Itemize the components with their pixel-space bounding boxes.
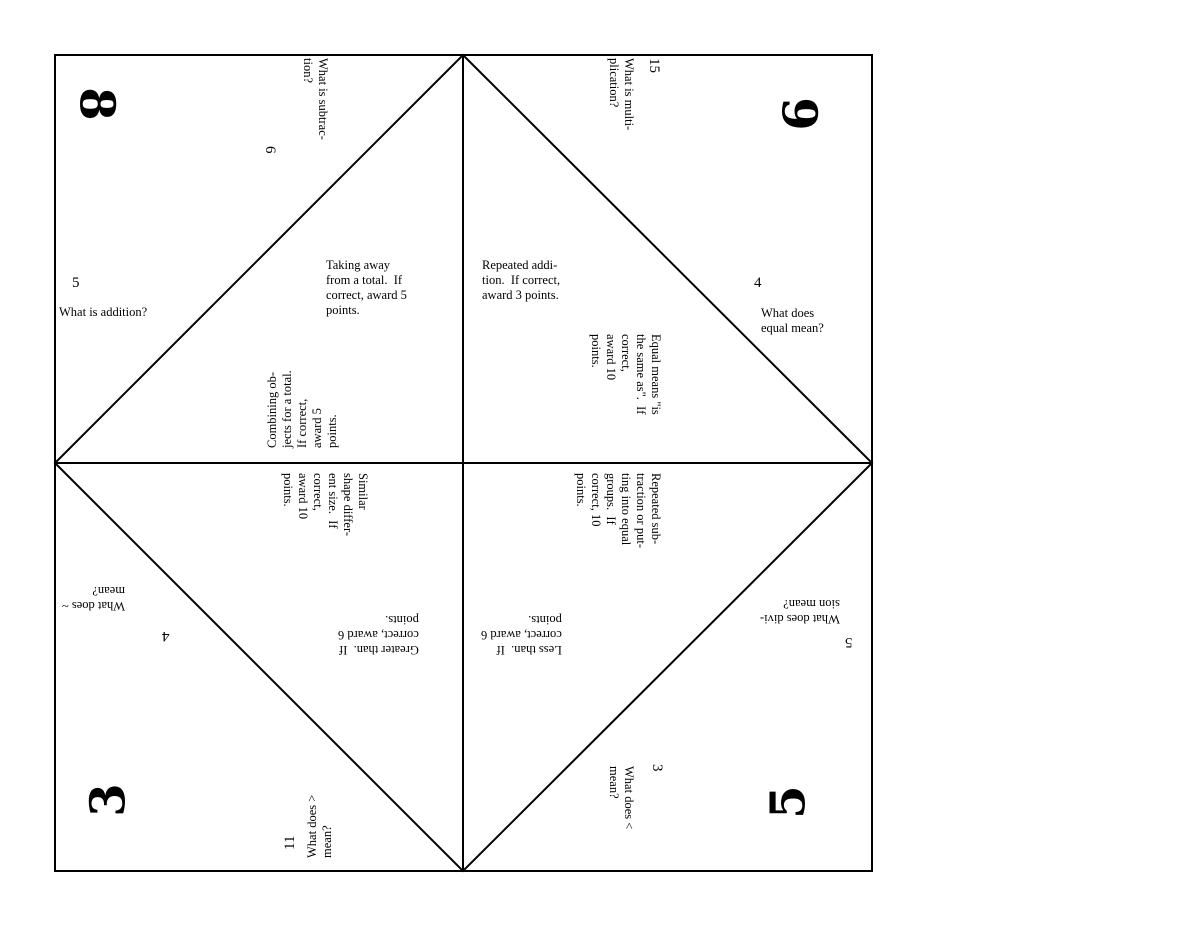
multiplication-question: What is multi- plication? (607, 58, 636, 131)
corner-number-top-left: 8 (68, 87, 125, 121)
subtraction-points: 6 (262, 146, 278, 154)
answer-taking-away: Taking away from a total. If correct, award 5 points. (326, 258, 407, 317)
equal-question: What does equal mean? (761, 306, 824, 335)
less-question: What does < mean? (607, 766, 636, 830)
multiplication-points: 15 (646, 58, 662, 73)
addition-points: 5 (72, 275, 80, 291)
corner-number-bottom-left: 3 (80, 783, 137, 817)
similar-question: What does ~ mean? (62, 584, 125, 613)
equal-points: 4 (754, 275, 762, 291)
answer-equal-means: Equal means "is the same as". If correct, award 10 points. (589, 334, 663, 415)
greater-points: 11 (282, 835, 298, 850)
answer-similar-shape: Similar shape differ- ent size. If correct, award 10 points. (281, 473, 370, 537)
less-points: 3 (649, 764, 665, 772)
division-points: 5 (845, 634, 853, 650)
addition-question: What is addition? (59, 305, 148, 319)
subtraction-question: What is subtrac- tion? (301, 58, 330, 140)
answer-less-than: Less than. If correct, award 6 points. (481, 613, 562, 657)
answer-repeated-addition: Repeated addi- tion. If correct, award 3 points. (482, 258, 561, 302)
answer-greater-than: Greater than. If correct, award 6 points. (338, 613, 419, 657)
answer-repeated-subtraction: Repeated sub- traction or put- ting into equal groups. If correct, 10 points. (574, 473, 663, 548)
corner-number-top-right: 9 (770, 97, 827, 131)
corner-number-bottom-right: 5 (760, 785, 817, 819)
similar-points: 4 (162, 628, 170, 644)
greater-question: What does > mean? (305, 794, 334, 858)
division-question: What does divi- sion mean? (760, 597, 840, 626)
answer-combining: Combining ob- jects for a total. If correct, award 5 points. (265, 370, 339, 448)
